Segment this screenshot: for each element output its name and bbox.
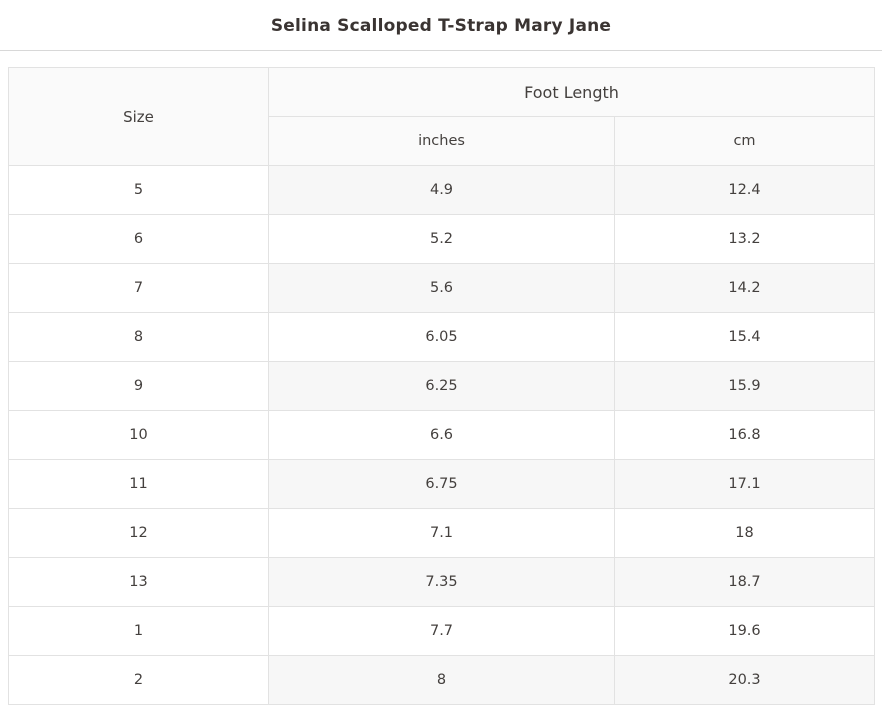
cell-cm: 18.7 [615, 558, 875, 607]
column-header-cm: cm [615, 117, 875, 166]
header-row-primary [9, 68, 875, 117]
column-header-inches: inches [269, 117, 615, 166]
cell-cm: 17.1 [615, 460, 875, 509]
cell-inches: 6.25 [269, 362, 615, 411]
cell-cm: 15.4 [615, 313, 875, 362]
table-row [9, 509, 875, 558]
cell-size: 11 [9, 460, 269, 509]
cell-inches: 7.35 [269, 558, 615, 607]
cell-inches: 5.6 [269, 264, 615, 313]
table-row [9, 656, 875, 705]
table-row [9, 166, 875, 215]
cell-cm: 12.4 [615, 166, 875, 215]
cell-size: 7 [9, 264, 269, 313]
table-row [9, 362, 875, 411]
table-row [9, 607, 875, 656]
cell-inches: 7.7 [269, 607, 615, 656]
cell-size: 12 [9, 509, 269, 558]
cell-size: 13 [9, 558, 269, 607]
table-row [9, 558, 875, 607]
cell-size: 6 [9, 215, 269, 264]
cell-inches: 4.9 [269, 166, 615, 215]
cell-cm: 16.8 [615, 411, 875, 460]
cell-size: 10 [9, 411, 269, 460]
cell-cm: 13.2 [615, 215, 875, 264]
cell-inches: 5.2 [269, 215, 615, 264]
table-body [9, 166, 875, 705]
size-chart-container [0, 51, 882, 705]
cell-inches: 6.05 [269, 313, 615, 362]
cell-inches: 8 [269, 656, 615, 705]
cell-size: 8 [9, 313, 269, 362]
cell-cm: 18 [615, 509, 875, 558]
cell-inches: 6.6 [269, 411, 615, 460]
table-row [9, 313, 875, 362]
cell-cm: 19.6 [615, 607, 875, 656]
cell-size: 5 [9, 166, 269, 215]
cell-size: 9 [9, 362, 269, 411]
cell-cm: 15.9 [615, 362, 875, 411]
column-header-size: Size [9, 68, 269, 166]
table-row [9, 411, 875, 460]
cell-size: 2 [9, 656, 269, 705]
size-chart-table [8, 67, 875, 705]
page-title: Selina Scalloped T-Strap Mary Jane [270, 16, 612, 36]
cell-cm: 14.2 [615, 264, 875, 313]
table-row [9, 264, 875, 313]
cell-inches: 6.75 [269, 460, 615, 509]
cell-inches: 7.1 [269, 509, 615, 558]
cell-cm: 20.3 [615, 656, 875, 705]
column-group-header-foot-length: Foot Length [269, 68, 875, 117]
table-row [9, 215, 875, 264]
table-header [9, 68, 875, 166]
table-row [9, 460, 875, 509]
cell-size: 1 [9, 607, 269, 656]
